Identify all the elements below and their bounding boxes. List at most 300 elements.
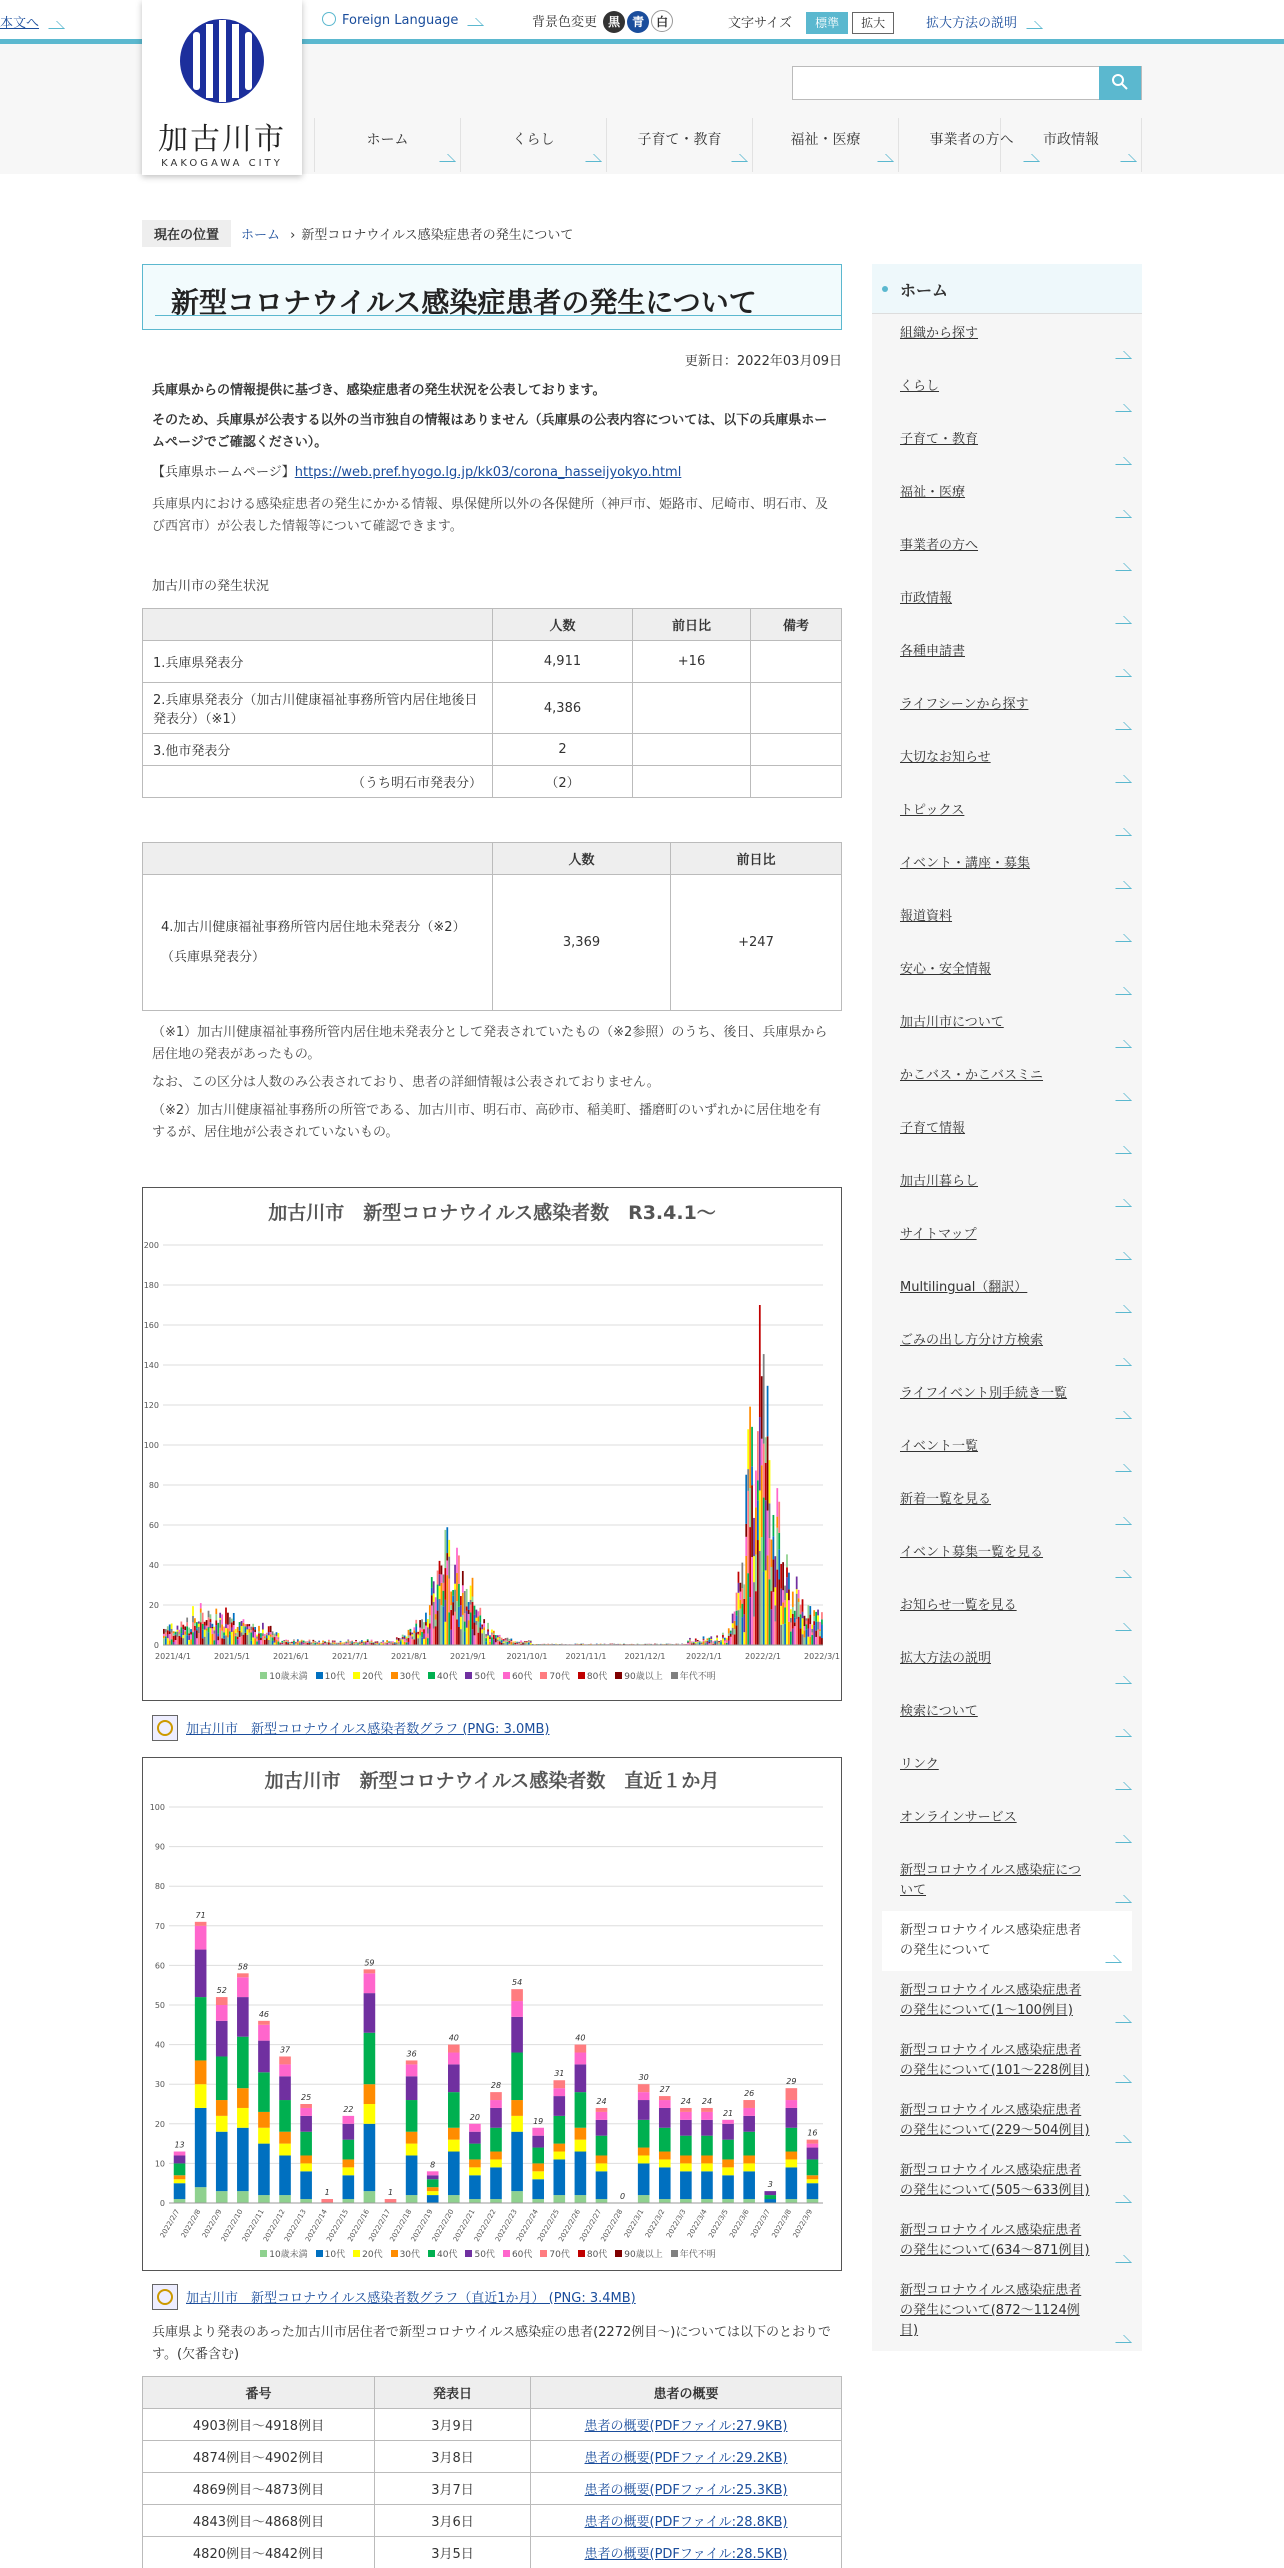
chart1-bar xyxy=(167,1638,169,1645)
x-tick-label: 2022/2/15 xyxy=(325,2208,351,2243)
chart1-bar xyxy=(427,1619,429,1627)
table-cell: （兵庫県発表分） xyxy=(161,949,266,965)
city-logo[interactable] xyxy=(142,0,302,175)
sidebar-item[interactable] xyxy=(872,1798,1142,1851)
nav-city-info[interactable] xyxy=(1000,118,1142,172)
chart1-bar xyxy=(728,1641,730,1645)
chart1-bar xyxy=(786,1567,788,1577)
table-cell[interactable] xyxy=(531,2409,842,2441)
chart1-bar xyxy=(182,1635,184,1638)
undisclosed-table xyxy=(142,842,842,1011)
x-tick-label: 2021/10/1 xyxy=(506,1652,548,1661)
sidebar-item[interactable] xyxy=(872,1215,1142,1268)
x-tick-label: 2021/9/1 xyxy=(450,1652,486,1661)
chart1-bar xyxy=(788,1589,790,1600)
table-cell[interactable] xyxy=(531,2473,842,2505)
sidebar-item[interactable] xyxy=(872,1480,1142,1533)
chart1-bar xyxy=(270,1632,272,1634)
chart1-bar xyxy=(256,1635,258,1637)
city-emblem-icon xyxy=(179,18,265,104)
chart1-bar xyxy=(481,1626,483,1629)
chart1-bar xyxy=(312,1642,314,1643)
chart1-bar xyxy=(809,1606,811,1615)
zoom-help-text[interactable]: 拡大方法の説明 xyxy=(926,16,1018,31)
sidebar-item[interactable] xyxy=(872,1374,1142,1427)
chart2-bar-segment xyxy=(258,2112,270,2128)
chart1-bar xyxy=(351,1641,353,1642)
chart1-bar xyxy=(485,1634,487,1637)
chart1-bar xyxy=(705,1641,707,1642)
chart1-bar xyxy=(326,1643,328,1644)
chart1-bar xyxy=(353,1643,355,1644)
x-tick-label: 2022/3/1 xyxy=(622,2208,646,2240)
chart2-bar-segment xyxy=(511,1989,523,2001)
font-normal-button[interactable]: 標準 xyxy=(806,12,848,34)
chart1-bar xyxy=(411,1636,413,1639)
chart1-bar xyxy=(359,1643,361,1644)
sidebar-item-label: 報道資料 xyxy=(900,909,953,924)
sidebar-item[interactable] xyxy=(872,1003,1142,1056)
chart2-bar-segment xyxy=(680,2136,692,2156)
chart1-bar xyxy=(732,1628,734,1635)
legend-swatch xyxy=(671,1672,678,1679)
chart1-bar xyxy=(390,1643,392,1644)
sidebar-item[interactable] xyxy=(872,1639,1142,1692)
chart2-bar-segment xyxy=(448,2128,460,2140)
table-cell[interactable] xyxy=(531,2441,842,2473)
chart1-bar xyxy=(406,1641,408,1643)
legend-label: 70代 xyxy=(549,2250,570,2260)
sidebar-item[interactable] xyxy=(872,1056,1142,1109)
chart2-bar-segment xyxy=(195,2187,207,2203)
chart2-bar-segment xyxy=(406,2060,418,2064)
table-header: 患者の概要 xyxy=(531,2377,842,2409)
sidebar-item[interactable] xyxy=(882,1911,1132,1971)
legend-label: 10代 xyxy=(324,2250,346,2260)
arrow-icon xyxy=(1108,351,1132,359)
chart1-bar xyxy=(270,1634,272,1637)
chart1-bar xyxy=(462,1615,464,1645)
chart1-bar xyxy=(227,1637,229,1645)
table-cell[interactable] xyxy=(531,2537,842,2568)
chart2-bar-segment xyxy=(216,2021,228,2057)
chart2-bar-segment xyxy=(343,2167,355,2175)
chart1-bar xyxy=(738,1610,740,1645)
chart1-bar xyxy=(246,1629,248,1635)
chart1-bar xyxy=(499,1635,501,1637)
chart1-bar xyxy=(514,1642,516,1643)
chart1-bar xyxy=(819,1631,821,1636)
legend-label: 40代 xyxy=(437,1672,458,1682)
chart1-bar xyxy=(714,1642,716,1644)
y-tick-label: 0 xyxy=(153,1641,159,1650)
chart1-bar xyxy=(299,1641,301,1642)
sidebar-item[interactable] xyxy=(872,1268,1142,1321)
chart1-bar xyxy=(163,1638,165,1645)
arrow-icon xyxy=(1108,1895,1132,1903)
sidebar-item[interactable] xyxy=(872,1745,1142,1798)
chart1-bar xyxy=(295,1643,297,1644)
chart1-bar xyxy=(788,1622,790,1645)
table-cell: 2.兵庫県発表分（加古川健康福祉事務所管内居住地後日発表分）（※1） xyxy=(143,683,493,734)
chart1-bar xyxy=(392,1641,394,1642)
chart1-bar xyxy=(637,1644,639,1645)
bg-black-button[interactable]: 黒 xyxy=(603,11,625,33)
chart1-bar xyxy=(784,1624,786,1645)
chart1-bar xyxy=(200,1613,202,1623)
bg-white-button[interactable]: 白 xyxy=(651,10,673,32)
chart2-bar-segment xyxy=(701,2108,713,2112)
chart1-bar xyxy=(237,1632,239,1636)
chart2-bar-segment xyxy=(638,2100,650,2120)
chart1-bar xyxy=(800,1605,802,1615)
chart2-bar-segment xyxy=(596,2155,608,2163)
chart1-bar xyxy=(485,1638,487,1641)
sidebar-item[interactable] xyxy=(872,420,1142,473)
chart1-bar xyxy=(175,1635,177,1640)
chart2-total-label: 19 xyxy=(533,2116,544,2126)
sidebar-item[interactable] xyxy=(872,791,1142,844)
chart1-bar xyxy=(241,1626,243,1632)
chart1-bar xyxy=(530,1641,532,1642)
chart1-bar xyxy=(246,1624,248,1626)
chart2-bar-segment xyxy=(406,2064,418,2076)
sidebar-item[interactable] xyxy=(872,579,1142,632)
sidebar-item[interactable] xyxy=(872,1162,1142,1215)
x-tick-label: 2022/3/4 xyxy=(686,2208,709,2240)
nav-label: くらし xyxy=(512,132,555,148)
chart1-bar xyxy=(722,1633,724,1635)
chart1-bar xyxy=(687,1641,689,1642)
chart1-bar xyxy=(202,1613,204,1624)
chart2-bar-segment xyxy=(406,2155,418,2195)
sidebar-item[interactable] xyxy=(872,632,1142,685)
search-input[interactable] xyxy=(793,67,1100,99)
sidebar-item-label: Multilingual（翻訳） xyxy=(900,1280,1028,1295)
chart1-bar xyxy=(745,1556,747,1645)
chart1-bar xyxy=(437,1585,439,1600)
chart1-bar xyxy=(817,1622,819,1630)
status-table xyxy=(142,608,842,798)
chart1-bar xyxy=(196,1628,198,1630)
nav-welfare[interactable] xyxy=(752,118,898,172)
chart1-bar xyxy=(456,1619,458,1645)
legend-label: 60代 xyxy=(511,2250,533,2260)
chart1-bar xyxy=(800,1614,802,1618)
font-large-button[interactable]: 拡大 xyxy=(852,12,894,34)
chart2-total-label: 26 xyxy=(744,2089,755,2099)
patient-summary-pdf-link[interactable]: 患者の概要(PDFファイル:25.3KB) xyxy=(584,2483,788,2498)
bg-blue-button[interactable]: 青 xyxy=(627,11,649,33)
chart2-title: 加古川市 新型コロナウイルス感染者数 直近１か月 xyxy=(264,1770,720,1792)
chart1-bar xyxy=(258,1633,260,1640)
chart-since-apr xyxy=(142,1187,842,1701)
sidebar-item[interactable] xyxy=(872,1533,1142,1586)
chart2-total-label: 25 xyxy=(301,2093,312,2102)
sidebar-item[interactable] xyxy=(872,1851,1142,1911)
arrow-icon xyxy=(1108,722,1132,730)
chart1-bar xyxy=(419,1628,421,1631)
chart1-bar xyxy=(177,1626,179,1630)
chart-link-1[interactable] xyxy=(152,1715,549,1741)
table-cell[interactable] xyxy=(531,2505,842,2537)
y-tick-label: 80 xyxy=(148,1481,159,1490)
chart1-bar xyxy=(375,1642,377,1643)
chart2-total-label: 46 xyxy=(258,2009,270,2019)
chart2-bar-segment xyxy=(448,2092,460,2128)
legend-swatch xyxy=(260,2250,267,2257)
chart1-bar xyxy=(212,1627,214,1628)
chart1-bar xyxy=(460,1617,462,1629)
patient-summary-pdf-link[interactable]: 患者の概要(PDFファイル:29.2KB) xyxy=(584,2451,788,2466)
chart1-bar xyxy=(404,1639,406,1642)
chart1-bar xyxy=(780,1564,782,1589)
sidebar-item-label: オンラインサービス xyxy=(900,1810,1017,1825)
chart1-bar xyxy=(217,1633,219,1636)
sidebar-item[interactable] xyxy=(872,897,1142,950)
chart1-bar xyxy=(439,1561,441,1574)
chart1-bar xyxy=(743,1614,745,1632)
chart1-bar xyxy=(245,1628,247,1633)
chart2-bar-segment xyxy=(511,2053,523,2101)
chart1-bar xyxy=(177,1630,179,1632)
x-tick-label: 2022/3/1 xyxy=(804,1652,840,1661)
chart1-bar xyxy=(708,1642,710,1643)
nav-home[interactable] xyxy=(314,118,460,172)
chart1-bar xyxy=(722,1637,724,1638)
arrow-icon xyxy=(1108,510,1132,518)
sidebar-item-label: 子育て・教育 xyxy=(900,432,979,447)
chart1-bar xyxy=(528,1641,530,1642)
nav-living[interactable] xyxy=(460,118,606,172)
sidebar-item[interactable] xyxy=(872,1971,1142,2031)
chart1-bar xyxy=(747,1469,749,1491)
y-tick-label: 160 xyxy=(143,1321,159,1330)
arrow-icon xyxy=(1108,828,1132,836)
x-tick-label: 2022/3/2 xyxy=(643,2208,667,2240)
sidebar-item[interactable] xyxy=(872,2271,1142,2351)
chart1-bar xyxy=(429,1629,431,1645)
sidebar-item[interactable] xyxy=(872,2151,1142,2211)
sidebar-item[interactable] xyxy=(872,314,1142,367)
chart1-bar xyxy=(769,1579,771,1645)
chart1-bar xyxy=(693,1643,695,1644)
chart1-bar xyxy=(167,1626,169,1630)
sidebar-item[interactable] xyxy=(872,1109,1142,1162)
intro-paragraph-2: そのため、兵庫県が公表する以外の当市独自の情報はありません（兵庫県の公表内容については、以下の兵庫県ホームページでご確認ください）。 xyxy=(152,413,828,450)
chart1-bar xyxy=(367,1639,369,1640)
chart1-bar xyxy=(798,1598,800,1602)
chart1-bar xyxy=(177,1632,179,1637)
foreign-language-text[interactable]: Foreign Language xyxy=(342,13,459,28)
search-button[interactable] xyxy=(1099,66,1141,100)
sidebar-item[interactable] xyxy=(872,1692,1142,1745)
legend-swatch xyxy=(503,2250,510,2257)
chart-link-2[interactable] xyxy=(152,2284,636,2310)
chart1-bar xyxy=(809,1637,811,1645)
table-cell: 3月5日 xyxy=(375,2537,531,2568)
chart1-bar xyxy=(206,1628,208,1630)
chart1-bar xyxy=(736,1611,738,1616)
chart1-bar xyxy=(796,1619,798,1645)
chart2-bar-segment xyxy=(279,2056,291,2064)
sidebar-item[interactable] xyxy=(872,950,1142,1003)
zoom-help-link[interactable] xyxy=(926,12,1039,31)
chart1-bar xyxy=(324,1642,326,1643)
skip-to-content-link[interactable]: 本文へ xyxy=(0,12,61,31)
chart1-bar xyxy=(460,1596,462,1605)
chart1-bar xyxy=(716,1640,718,1645)
chart1-bar xyxy=(268,1626,270,1632)
chart1-bar xyxy=(796,1577,798,1590)
chart2-bar-segment xyxy=(490,2100,502,2108)
chart-link-2-text[interactable]: 加古川市 新型コロナウイルス感染者数グラフ（直近1か月） (PNG: 3.4MB) xyxy=(186,2291,636,2306)
patient-summary-pdf-link[interactable]: 患者の概要(PDFファイル:27.9KB) xyxy=(584,2419,788,2434)
sidebar-item[interactable] xyxy=(872,473,1142,526)
chart1-bar xyxy=(289,1643,291,1644)
chart2-bar-segment xyxy=(364,2033,376,2084)
chart1-bar xyxy=(487,1623,489,1629)
x-tick-label: 2022/2/9 xyxy=(200,2208,224,2240)
chart1-bar xyxy=(774,1587,776,1605)
sidebar-item[interactable] xyxy=(872,2211,1142,2271)
chart2-bar-segment xyxy=(575,2140,587,2152)
patient-summary-pdf-link[interactable]: 患者の概要(PDFファイル:28.5KB) xyxy=(584,2547,788,2562)
sidebar-item[interactable] xyxy=(872,1321,1142,1374)
chart2-bar-segment xyxy=(427,2195,439,2203)
sidebar-item[interactable] xyxy=(872,2091,1142,2151)
chart1-bar xyxy=(489,1635,491,1637)
arrow-icon xyxy=(1098,1955,1122,1963)
y-tick-label: 80 xyxy=(154,1882,165,1892)
chart1-bar xyxy=(413,1633,415,1639)
chart1-bar xyxy=(495,1638,497,1642)
chart1-bar xyxy=(817,1610,819,1616)
chart1-bar xyxy=(796,1594,798,1619)
sidebar-item[interactable] xyxy=(872,367,1142,420)
chart2-bar-segment xyxy=(237,1973,249,1977)
chart1-bar xyxy=(747,1491,749,1573)
chart1-bar xyxy=(456,1573,458,1601)
chart1-bar xyxy=(208,1627,210,1632)
x-tick-label: 2022/3/9 xyxy=(791,2208,815,2240)
sidebar-item[interactable] xyxy=(872,526,1142,579)
chart1-bar xyxy=(221,1624,223,1630)
chart1-bar xyxy=(720,1640,722,1641)
chart1-bar xyxy=(462,1585,464,1592)
chart-link-1-text[interactable]: 加古川市 新型コロナウイルス感染者数グラフ (PNG: 3.0MB) xyxy=(186,1722,550,1737)
table-header: 前日比 xyxy=(671,843,842,875)
chart2-bar-segment xyxy=(216,2056,228,2100)
sidebar-item[interactable] xyxy=(872,2031,1142,2091)
table-cell xyxy=(751,734,842,766)
chart1-bar xyxy=(312,1640,314,1641)
chart1-bar xyxy=(186,1626,188,1635)
chart2-bar-segment xyxy=(469,2199,481,2203)
chart1-bar xyxy=(301,1640,303,1641)
hyogo-prefecture-link[interactable]: https://web.pref.hyogo.lg.jp/kk03/corona_hasseijyokyo.html xyxy=(294,465,682,480)
chart2-bar-segment xyxy=(659,2167,671,2199)
intro-paragraph-3 xyxy=(152,462,832,484)
chart1-bar xyxy=(776,1488,778,1517)
chart1-bar xyxy=(274,1641,276,1643)
chart1-bar xyxy=(334,1642,336,1643)
chart1-bar xyxy=(726,1640,728,1643)
chart2-bar-segment xyxy=(195,2108,207,2187)
sidebar-item[interactable] xyxy=(872,738,1142,791)
chart1-bar xyxy=(773,1559,775,1591)
breadcrumb-home-link[interactable]: ホーム xyxy=(241,228,281,243)
sidebar-item[interactable] xyxy=(872,685,1142,738)
chart1-bar xyxy=(408,1638,410,1642)
chart2-bar-segment xyxy=(469,2132,481,2144)
chart1-bar xyxy=(821,1619,823,1624)
chart1-bar xyxy=(258,1626,260,1631)
y-tick-label: 60 xyxy=(148,1521,159,1530)
chart2-bar-segment xyxy=(553,2195,565,2203)
sidebar-item[interactable] xyxy=(872,1427,1142,1480)
chart1-bar xyxy=(297,1639,299,1640)
chart1-bar xyxy=(175,1634,177,1635)
chart1-bar xyxy=(221,1631,223,1638)
chart2-bar-segment xyxy=(279,2144,291,2156)
arrow-icon xyxy=(1108,1517,1132,1525)
chart1-bar xyxy=(179,1634,181,1636)
chart1-bar xyxy=(446,1560,448,1575)
sidebar-item[interactable] xyxy=(872,844,1142,897)
chart2-bar-segment xyxy=(807,2199,819,2203)
chart2-total-label: 30 xyxy=(638,2073,649,2083)
chart2-bar-segment xyxy=(448,2064,460,2092)
chart2-bar-segment xyxy=(427,2171,439,2175)
chart1-bar xyxy=(450,1610,452,1630)
arrow-icon xyxy=(1108,1570,1132,1578)
chart1-bar xyxy=(456,1548,458,1573)
chart2-bar-segment xyxy=(701,2171,713,2199)
patient-summary-pdf-link[interactable]: 患者の概要(PDFファイル:28.8KB) xyxy=(584,2515,788,2530)
chart1-bar xyxy=(421,1619,423,1628)
sidebar-item-label: 各種申請書 xyxy=(900,644,966,659)
sidebar-item[interactable] xyxy=(872,1586,1142,1639)
chart1-bar xyxy=(769,1460,771,1503)
chart1-bar xyxy=(210,1614,212,1619)
chart1-bar xyxy=(186,1618,188,1623)
sidebar-home[interactable] xyxy=(872,264,1142,314)
chart1-bar xyxy=(241,1636,243,1645)
chart2-bar-segment xyxy=(807,2144,819,2148)
nav-childcare[interactable] xyxy=(606,118,752,172)
chart2-bar-segment xyxy=(343,2199,355,2203)
chart1-bar xyxy=(509,1642,511,1644)
chart1-bar xyxy=(687,1642,689,1643)
table-header: 備考 xyxy=(751,609,842,641)
legend-label: 30代 xyxy=(399,1672,421,1682)
chart1-bar xyxy=(217,1623,219,1634)
arrow-icon xyxy=(1108,2195,1132,2203)
chart1-bar xyxy=(509,1639,511,1641)
chart2-bar-segment xyxy=(659,2096,671,2100)
chart1-bar xyxy=(734,1629,736,1634)
chart1-bar xyxy=(384,1642,386,1643)
search-icon xyxy=(1111,73,1129,91)
chart1-bar xyxy=(747,1573,749,1645)
x-tick-label: 2021/12/1 xyxy=(624,1652,666,1661)
arrow-icon xyxy=(1108,669,1132,677)
chart1-bar xyxy=(714,1640,716,1641)
chart1-bar xyxy=(476,1621,478,1625)
foreign-language-link[interactable] xyxy=(322,12,480,28)
chart1-bar xyxy=(433,1581,435,1593)
